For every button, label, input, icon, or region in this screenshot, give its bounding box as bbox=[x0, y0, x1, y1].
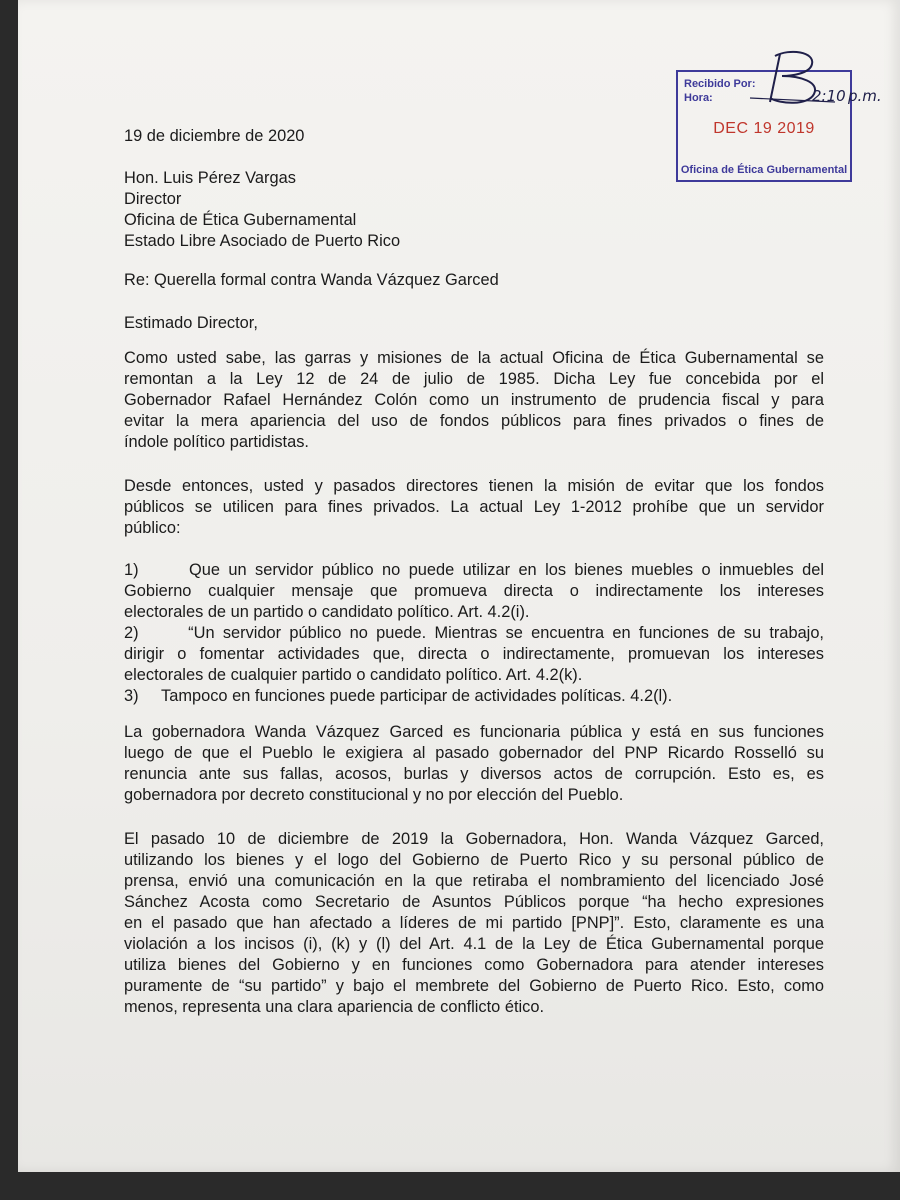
p4-line: puramente de “su partido” y bajo el membrete del Gobierno de Puerto Rico. Esto, como bbox=[124, 977, 824, 995]
stamp-received-label: Recibido Por: bbox=[684, 78, 756, 90]
prohibitions-list bbox=[124, 560, 824, 707]
svg-text:p.m.: p.m. bbox=[848, 87, 882, 105]
paragraph-2 bbox=[124, 476, 824, 539]
p4-line: utilizando los bienes y el logo del Gobierno de Puerto Rico y su personal público de bbox=[124, 851, 824, 869]
p3-line: gobernadora por decreto constitucional y no por elección del Pueblo. bbox=[124, 786, 624, 804]
p1-line: remontan a la Ley 12 de 24 de julio de 1985. Dicha Ley fue concebida por el bbox=[124, 370, 824, 388]
svg-text:2:10: 2:10 bbox=[812, 87, 846, 105]
p1-line: evitar la mera apariencia del uso de fondos públicos para fines privados o fines de bbox=[124, 412, 824, 430]
list-line: 2) “Un servidor público no puede. Mientras se encuentra en funciones de su trabajo, bbox=[124, 624, 824, 642]
p4-line: utiliza bienes del Gobierno y en funciones como Gobernadora para atender intereses bbox=[124, 956, 824, 974]
stamp-date: DEC 19 2019 bbox=[713, 120, 815, 137]
list-line: electorales de cualquier partido o candidato político. Art. 4.2(k). bbox=[124, 666, 583, 684]
p1-line: Gobernador Rafael Hernández Colón como un instrumento de prudencia fiscal y para bbox=[124, 391, 824, 409]
recipient-title: Director bbox=[124, 190, 182, 208]
p1-line: Como usted sabe, las garras y misiones de la actual Oficina de Ética Gubernamental se bbox=[124, 349, 824, 367]
p4-line: violación a los incisos (i), (k) y (l) del Art. 4.1 de la Ley de Ética Gubernamental porque bbox=[124, 935, 824, 953]
p2-line: públicos se utilicen para fines privados. La actual Ley 1-2012 prohíbe que un servidor bbox=[124, 498, 824, 516]
p3-line: La gobernadora Wanda Vázquez Garced es funcionaria pública y está en sus funciones bbox=[124, 723, 824, 741]
paragraph-1 bbox=[124, 348, 824, 453]
recipient-name: Hon. Luis Pérez Vargas bbox=[124, 169, 296, 187]
subject-line: Re: Querella formal contra Wanda Vázquez Garced bbox=[124, 271, 499, 289]
letter-date: 19 de diciembre de 2020 bbox=[124, 127, 305, 145]
list-line: electorales de un partido o candidato político. Art. 4.2(i). bbox=[124, 603, 530, 621]
p4-line: Sánchez Acosta como Secretario de Asuntos Públicos porque “ha hecho expresiones bbox=[124, 893, 824, 911]
list-line: Gobierno cualquier mensaje que promueva directa o indirectamente los intereses bbox=[124, 582, 824, 600]
p3-line: luego de que el Pueblo le exigiera al pasado gobernador del PNP Ricardo Rosselló su bbox=[124, 744, 824, 762]
stamp-office: Oficina de Ética Gubernamental bbox=[680, 164, 848, 176]
paragraph-3 bbox=[124, 722, 824, 806]
p4-line: El pasado 10 de diciembre de 2019 la Gobernadora, Hon. Wanda Vázquez Garced, bbox=[124, 830, 824, 848]
handwritten-signature bbox=[720, 46, 890, 116]
recipient-state: Estado Libre Asociado de Puerto Rico bbox=[124, 232, 401, 250]
list-line: 3) Tampoco en funciones puede participar de actividades políticas. 4.2(l). bbox=[124, 687, 673, 705]
p1-line: índole político partidistas. bbox=[124, 433, 309, 451]
p4-line: en el pasado que han afectado a líderes de mi partido [PNP]”. Esto, claramente es una bbox=[124, 914, 824, 932]
list-line: dirigir o fomentar actividades que, directa o indirectamente, promuevan los intereses bbox=[124, 645, 824, 663]
stamp-time-label: Hora: bbox=[684, 92, 713, 104]
list-line: 1) Que un servidor público no puede utilizar en los bienes muebles o inmuebles del bbox=[124, 561, 824, 579]
p4-line: prensa, envió una comunicación en la que retiraba el nombramiento del licenciado José bbox=[124, 872, 824, 890]
recipient-office: Oficina de Ética Gubernamental bbox=[124, 211, 357, 229]
salutation: Estimado Director, bbox=[124, 314, 258, 332]
paragraph-4 bbox=[124, 829, 824, 1018]
p3-line: renuncia ante sus fallas, acosos, burlas y diversos actos de corrupción. Esto es, es bbox=[124, 765, 824, 783]
p4-line: menos, representa una clara apariencia de conflicto ético. bbox=[124, 998, 545, 1016]
p2-line: Desde entonces, usted y pasados directores tienen la misión de evitar que los fondos bbox=[124, 477, 824, 495]
recipient-block bbox=[124, 168, 824, 252]
p2-line: público: bbox=[124, 519, 181, 537]
